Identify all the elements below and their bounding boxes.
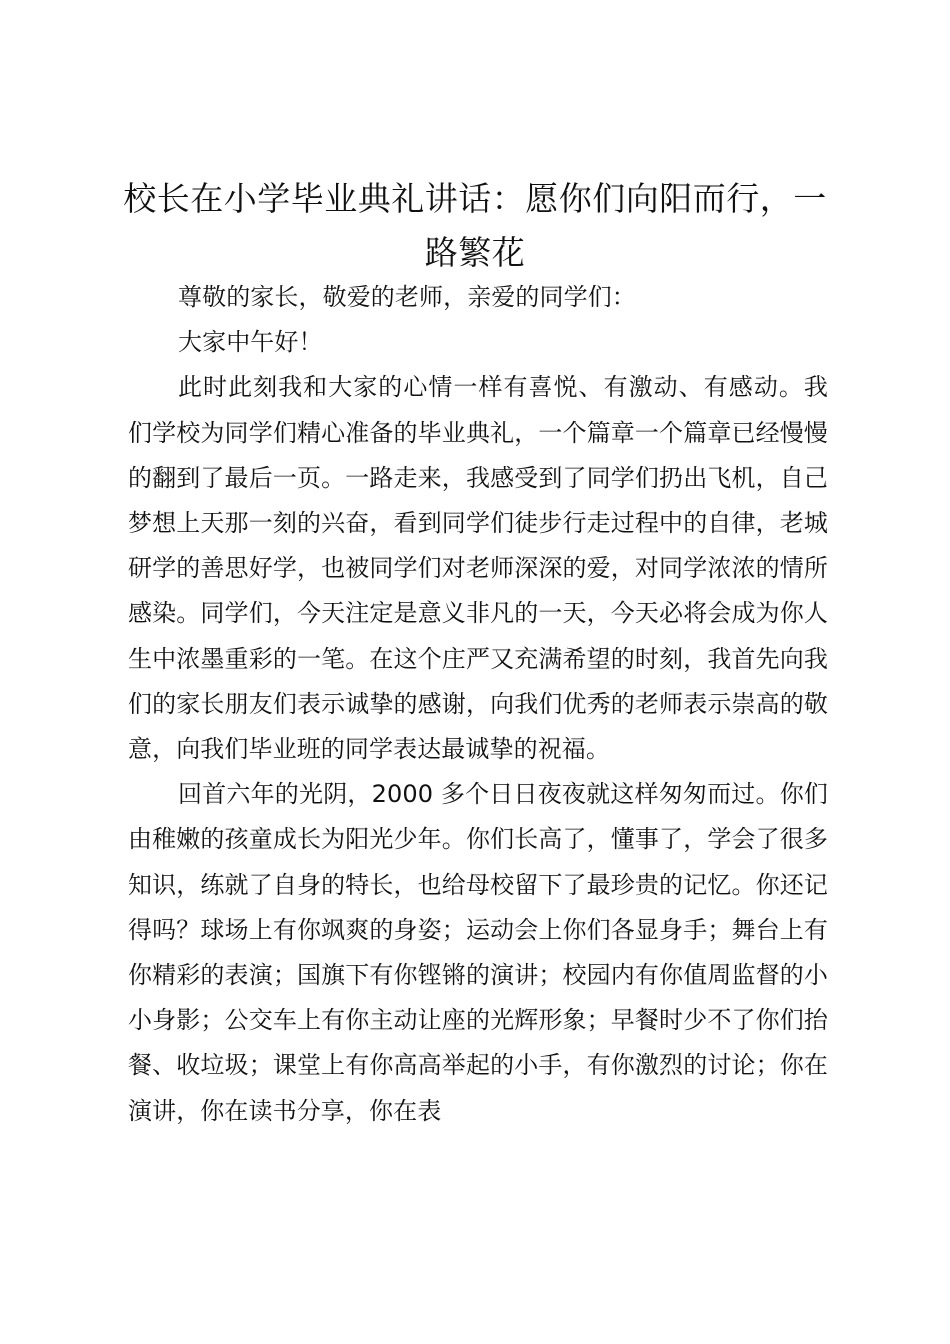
document-title: 校长在小学毕业典礼讲话：愿你们向阳而行，一路繁花 <box>123 179 827 272</box>
greeting-paragraph: 大家中午好！ <box>178 328 323 357</box>
body-paragraph-2: 回首六年的光阴，2000 多个日日夜夜就这样匆匆而过。你们由稚嫩的孩童成长为阳光少年。你们长高了，懂事了，学会了很多知识，练就了自身的特长，也给母校留下了最珍贵的记忆。你还记得吗？球场上有你飒爽的身姿；运动会上你们各显身手；舞台上有你精彩的表演；国旗下有你铿锵的演讲；校园内有你值周监督的小小身影；公交车上有你主动让座的光辉形象；早餐时少不了你们抬餐、收垃圾；课堂上有你高高举起的小手，有你激烈的讨论；你在演讲，你在读书分享，你在表 <box>128 780 828 1125</box>
body-paragraph-1: 此时此刻我和大家的心情一样有喜悦、有激动、有感动。我们学校为同学们精心准备的毕业典礼，一个篇章一个篇章已经慢慢的翻到了最后一页。一路走来，我感受到了同学们扔出飞机，自己梦想上天那一刻的兴奋，看到同学们徒步行走过程中的自律，老城研学的善思好学，也被同学们对老师深深的爱，对同学浓浓的情所感染。同学们，今天注定是意义非凡的一天，今天必将会成为你人生中浓墨重彩的一笔。在这个庄严又充满希望的时刻，我首先向我们的家长朋友们表示诚挚的感谢，向我们优秀的老师表示崇高的敬意，向我们毕业班的同学表达最诚挚的祝福。 <box>128 373 828 764</box>
salutation-paragraph: 尊敬的家长，敬爱的老师，亲爱的同学们： <box>178 283 636 311</box>
document-body <box>128 275 828 1134</box>
